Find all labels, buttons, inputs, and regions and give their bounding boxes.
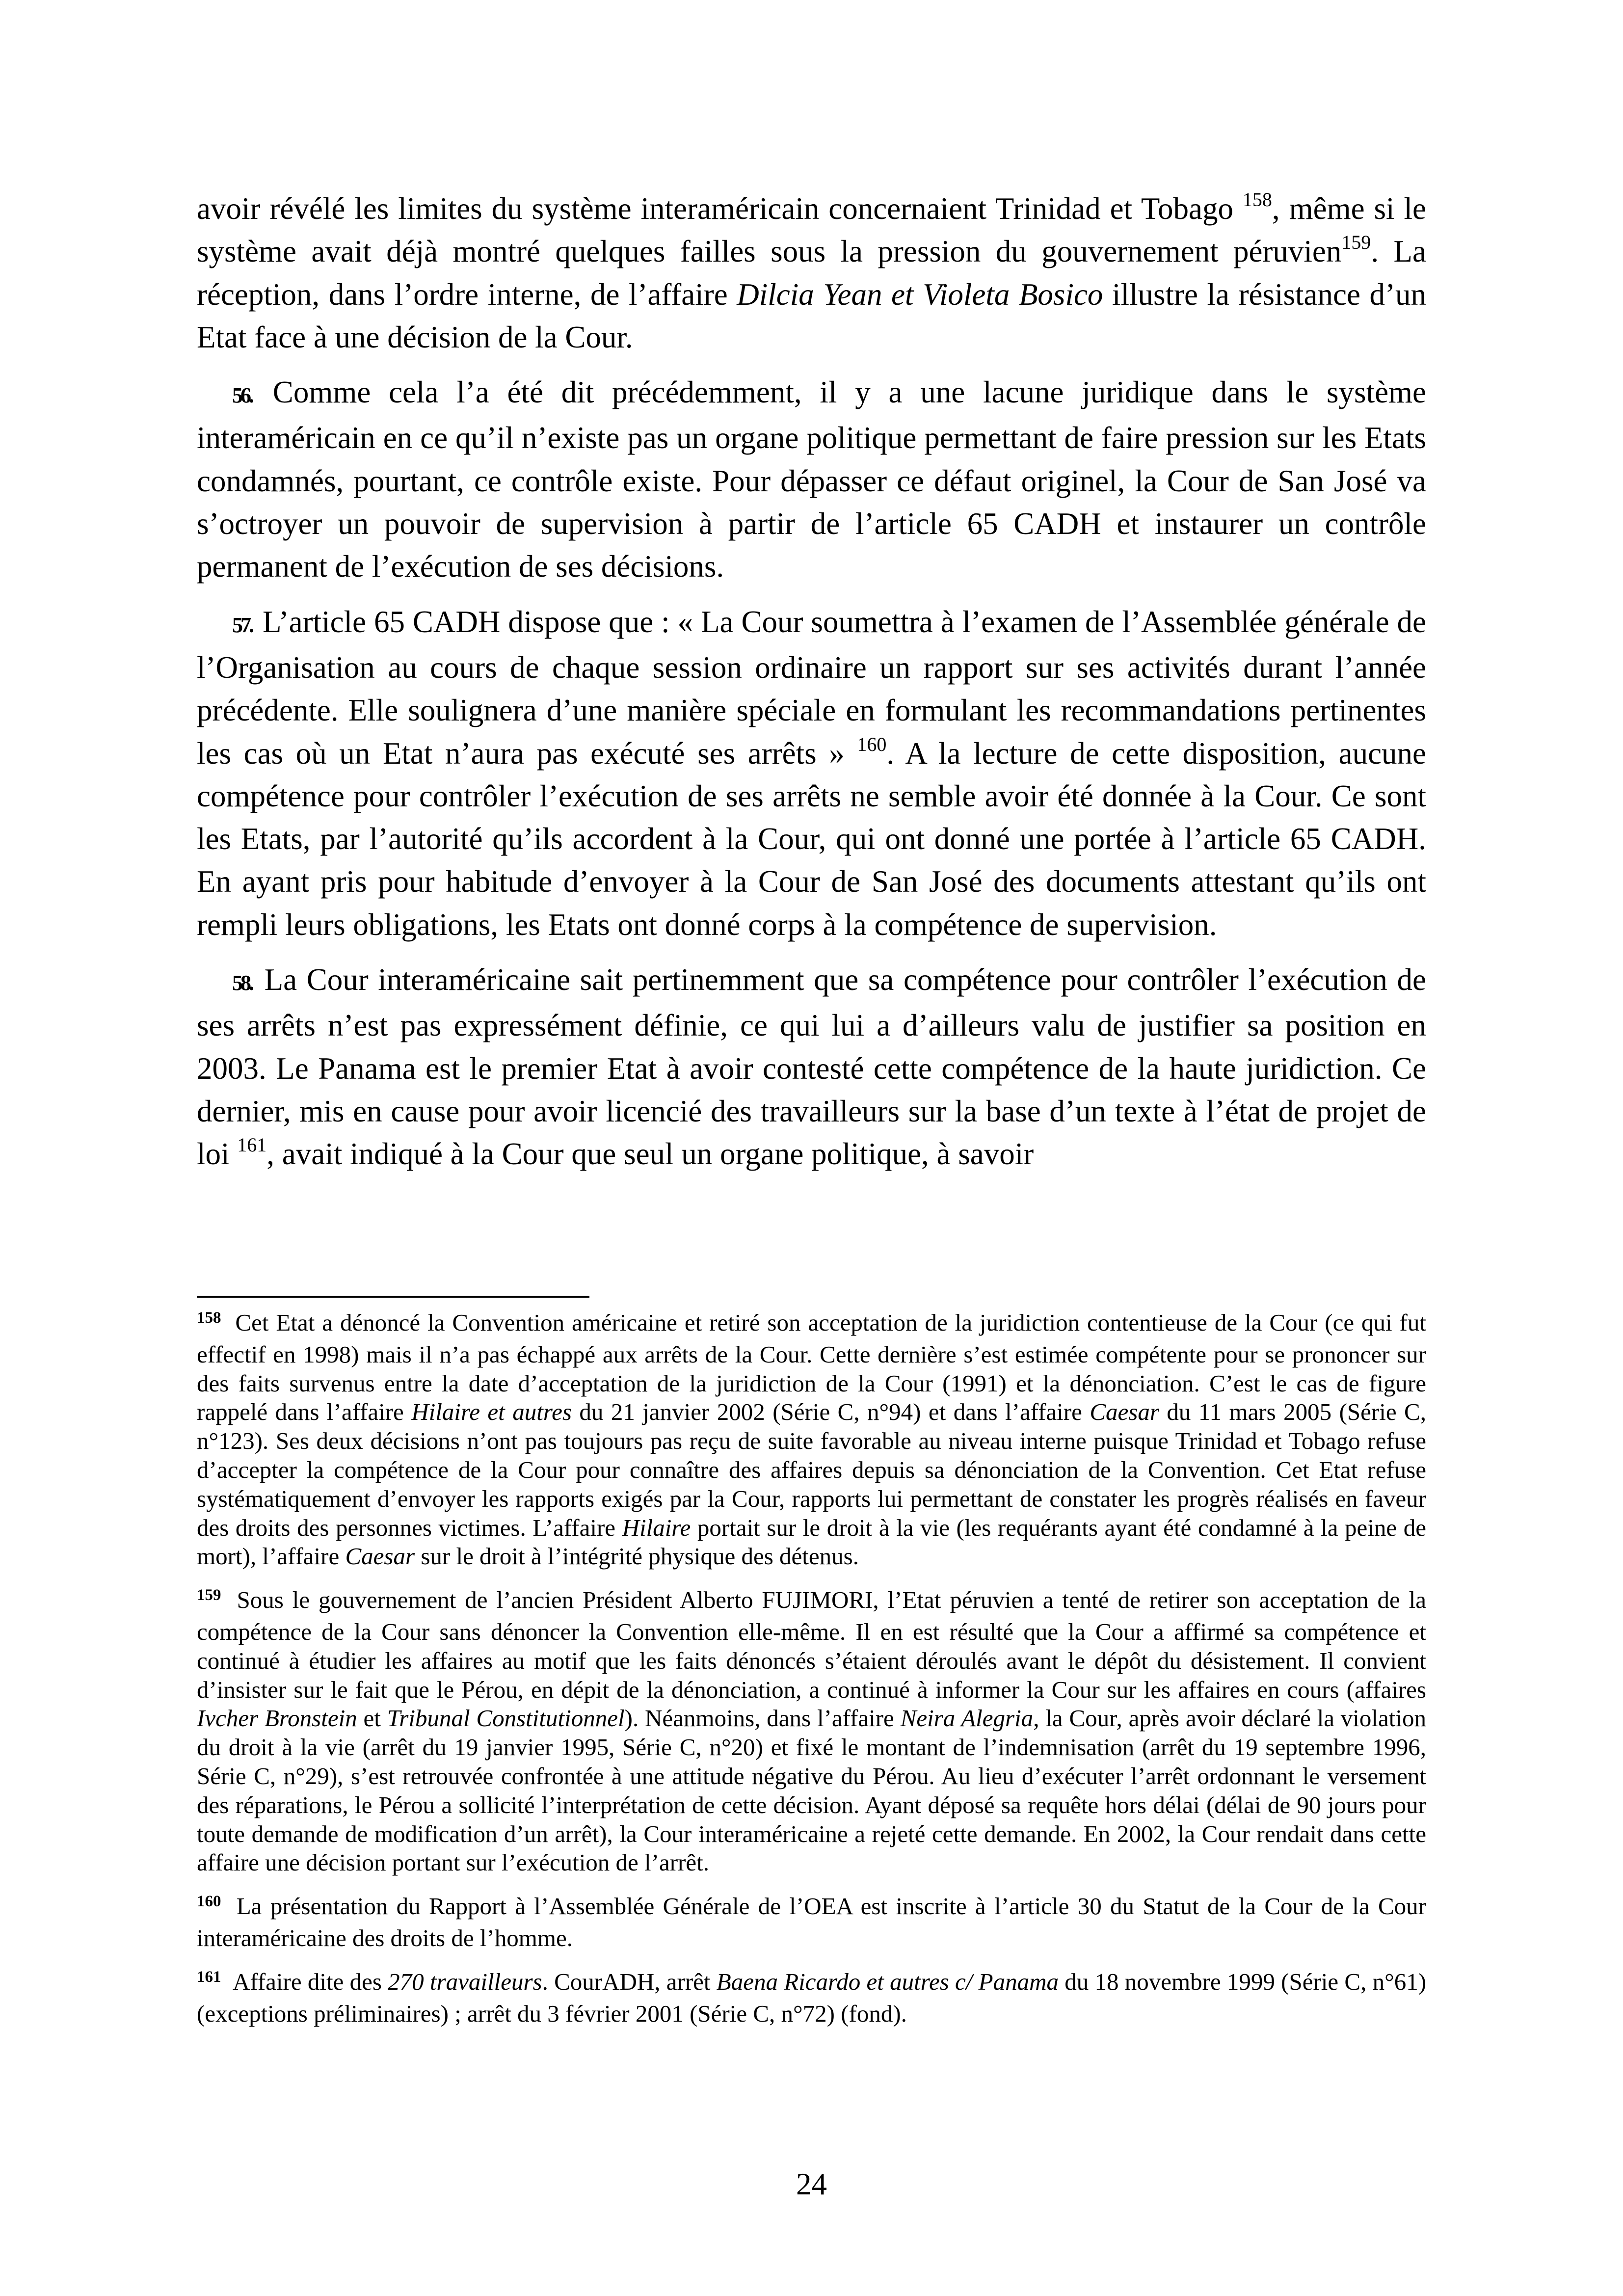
text-run: La présentation du Rapport à l’Assemblée Générale de l’OEA est inscrite à l’article 30 du Statut de la Cour de la Cour interaméricaine des droits de l’homme. <box>197 1893 1426 1951</box>
paragraph-56 <box>197 371 1426 588</box>
paragraph-number: 58. <box>232 971 252 995</box>
text-run: Sous le gouvernement de l’ancien Président Alberto FUJIMORI, l’Etat péruvien a tenté de retirer son acceptation de la compétence de la Cour sans dénoncer la Convention elle-même. Il en est résulté que la Cour a affirmé sa compétence et continué à étudier les affaires au motif que les faits dénoncés s’étaient déroulés avant le dépôt du désistement. Il convient d’insister sur le fait que le Pérou, en dépit de la dénonciation, a continué à informer la Cour sur les affaires en cours (affaires <box>197 1586 1426 1703</box>
footnote-number: 161 <box>197 1968 221 1986</box>
text-run: Affaire dite des <box>228 1968 388 1995</box>
body-text <box>197 187 1426 1188</box>
paragraph-57 <box>197 601 1426 946</box>
case-name: Caesar <box>1090 1398 1159 1426</box>
text-run: portait sur le droit à la vie (les requérants ayant été condamné à la peine de mort), l’affaire <box>197 1514 1426 1570</box>
text-run: et <box>357 1705 387 1732</box>
text-run: , avait indiqué à la Cour que seul un organe politique, à savoir <box>266 1137 1034 1172</box>
footnote-separator <box>197 1296 589 1298</box>
footnote-ref-159[interactable]: 159 <box>1341 231 1371 254</box>
footnote-159 <box>197 1586 1426 1877</box>
paragraph-58 <box>197 959 1426 1175</box>
footnotes <box>197 1308 1426 2043</box>
text-run: illustre la résistance d’un Etat face à une décision de la Cour. <box>197 277 1426 354</box>
footnote-number: 159 <box>197 1586 221 1604</box>
paragraph-number: 56. <box>232 383 252 408</box>
text-run: Comme cela l’a été dit précédemment, il y a une lacune juridique dans le système interaméricain en ce qu’il n’existe pas un organe politique permettant de faire pression sur les Etats condamnés, pourtant, ce contrôle existe. Pour dépasser ce défaut originel, la Cour de San José va s’octroyer un pouvoir de supervision à partir de l’article 65 CADH et instaurer un contrôle permanent de l’exécution de ses décisions. <box>197 375 1426 584</box>
footnote-161 <box>197 1968 1426 2029</box>
case-name: Hilaire et autres <box>411 1398 572 1426</box>
text-run: , même si le système avait déjà montré quelques failles sous la pression du gouvernement péruvien <box>197 191 1426 269</box>
text-run: du 21 janvier 2002 (Série C, n°94) et dans l’affaire <box>571 1398 1090 1426</box>
case-name: Caesar <box>345 1543 415 1570</box>
page-number: 24 <box>796 2167 827 2201</box>
footnote-number: 158 <box>197 1309 221 1327</box>
text-run: , la Cour, après avoir déclaré la violation du droit à la vie (arrêt du 19 janvier 1995, Série C, n°20) et fixé le montant de l’indemnisation (arrêt du 19 septembre 1996, Série C, n°29), s’est retrouvée confrontée à une attitude négative du Pérou. Au lieu d’exécuter l’arrêt ordonnant le versement des réparations, le Pérou a sollicité l’interprétation de cette décision. Ayant déposé sa requête hors délai (délai de 90 jours pour toute demande de modification d’un arrêt), la Cour interaméricaine a rejeté cette demande. En 2002, la Cour rendait dans cette affaire une décision portant sur l’exécution de l’arrêt. <box>197 1705 1426 1876</box>
text-run: ). Néanmoins, dans l’affaire <box>624 1705 901 1732</box>
footnote-number: 160 <box>197 1893 221 1911</box>
case-name: 270 travailleurs <box>388 1968 542 1995</box>
case-name: Ivcher Bronstein <box>197 1705 357 1732</box>
footnote-ref-158[interactable]: 158 <box>1242 188 1272 211</box>
footnote-ref-160[interactable]: 160 <box>857 733 887 755</box>
text-run: . La réception, dans l’ordre interne, de l’affaire <box>197 234 1426 312</box>
text-run: . CourADH, arrêt <box>542 1968 717 1995</box>
case-name: Baena Ricardo et autres c/ Panama <box>716 1968 1059 1995</box>
text-run: Cet Etat a dénoncé la Convention américaine et retiré son acceptation de la juridiction contentieuse de la Cour (ce qui fut effectif en 1998) mais il n’a pas échappé aux arrêts de la Cour. Cette dernière s’est estimée compétente pour se prononcer sur des faits survenus entre la date d’acceptation de la juridiction de la Cour (1991) et la dénonciation. C’est le cas de figure rappelé dans l’affaire <box>197 1309 1426 1426</box>
text-run: . A la lecture de cette disposition, aucune compétence pour contrôler l’exécution de ses arrêts ne semble avoir été donnée à la Cour. Ce sont les Etats, par l’autorité qu’ils accordent à la Cour, qui ont donné une portée à l’article 65 CADH. En ayant pris pour habitude d’envoyer à la Cour de San José des documents attestant qu’ils ont rempli leurs obligations, les Etats ont donné corps à la compétence de supervision. <box>197 736 1426 942</box>
footnote-ref-161[interactable]: 161 <box>237 1134 267 1156</box>
text-run: du 11 mars 2005 (Série C, n°123). Ses deux décisions n’ont pas toujours pas reçu de suite favorable au niveau interne puisque Trinidad et Tobago refuse d’accepter la compétence de la Cour pour connaître des affaires depuis sa dénonciation de la Convention. Cet Etat refuse systématiquement d’envoyer les rapports exigés par la Cour, rapports lui permettant de constater les progrès réalisés en faveur des droits des personnes victimes. L’affaire <box>197 1398 1426 1541</box>
case-name: Hilaire <box>622 1514 691 1541</box>
paragraph-continuation <box>197 187 1426 359</box>
case-name: Dilcia Yean et Violeta Bosico <box>737 277 1103 312</box>
paragraph-number: 57. <box>232 613 252 637</box>
text-run: La Cour interaméricaine sait pertinemment que sa compétence pour contrôler l’exécution de ses arrêts n’est pas expressément définie, ce qui lui a d’ailleurs valu de justifier sa position en 2003. Le Panama est le premier Etat à avoir contesté cette compétence de la haute juridiction. Ce dernier, mis en cause pour avoir licencié des travailleurs sur la base d’un texte à l’état de projet de loi <box>197 962 1426 1172</box>
case-name: Neira Alegria <box>900 1705 1034 1732</box>
text-run: L’article 65 CADH dispose que : « La Cour soumettra à l’examen de l’Assemblée générale de l’Organisation au cours de chaque session ordinaire un rapport sur ses activités durant l’année précédente. Elle soulignera d’une manière spéciale en formulant les recommandations pertinentes les cas où un Etat n’aura pas exécuté ses arrêts » <box>197 604 1426 771</box>
case-name: Tribunal Constitutionnel <box>387 1705 625 1732</box>
text-run: du 18 novembre 1999 (Série C, n°61) (exceptions préliminaires) ; arrêt du 3 février 2001 (Série C, n°72) (fond). <box>197 1968 1427 2027</box>
text-run: avoir révélé les limites du système interaméricain concernaient Trinidad et Tobago <box>197 191 1243 226</box>
text-run: sur le droit à l’intégrité physique des détenus. <box>415 1543 859 1570</box>
footnote-158 <box>197 1308 1426 1571</box>
footnote-160 <box>197 1892 1426 1953</box>
